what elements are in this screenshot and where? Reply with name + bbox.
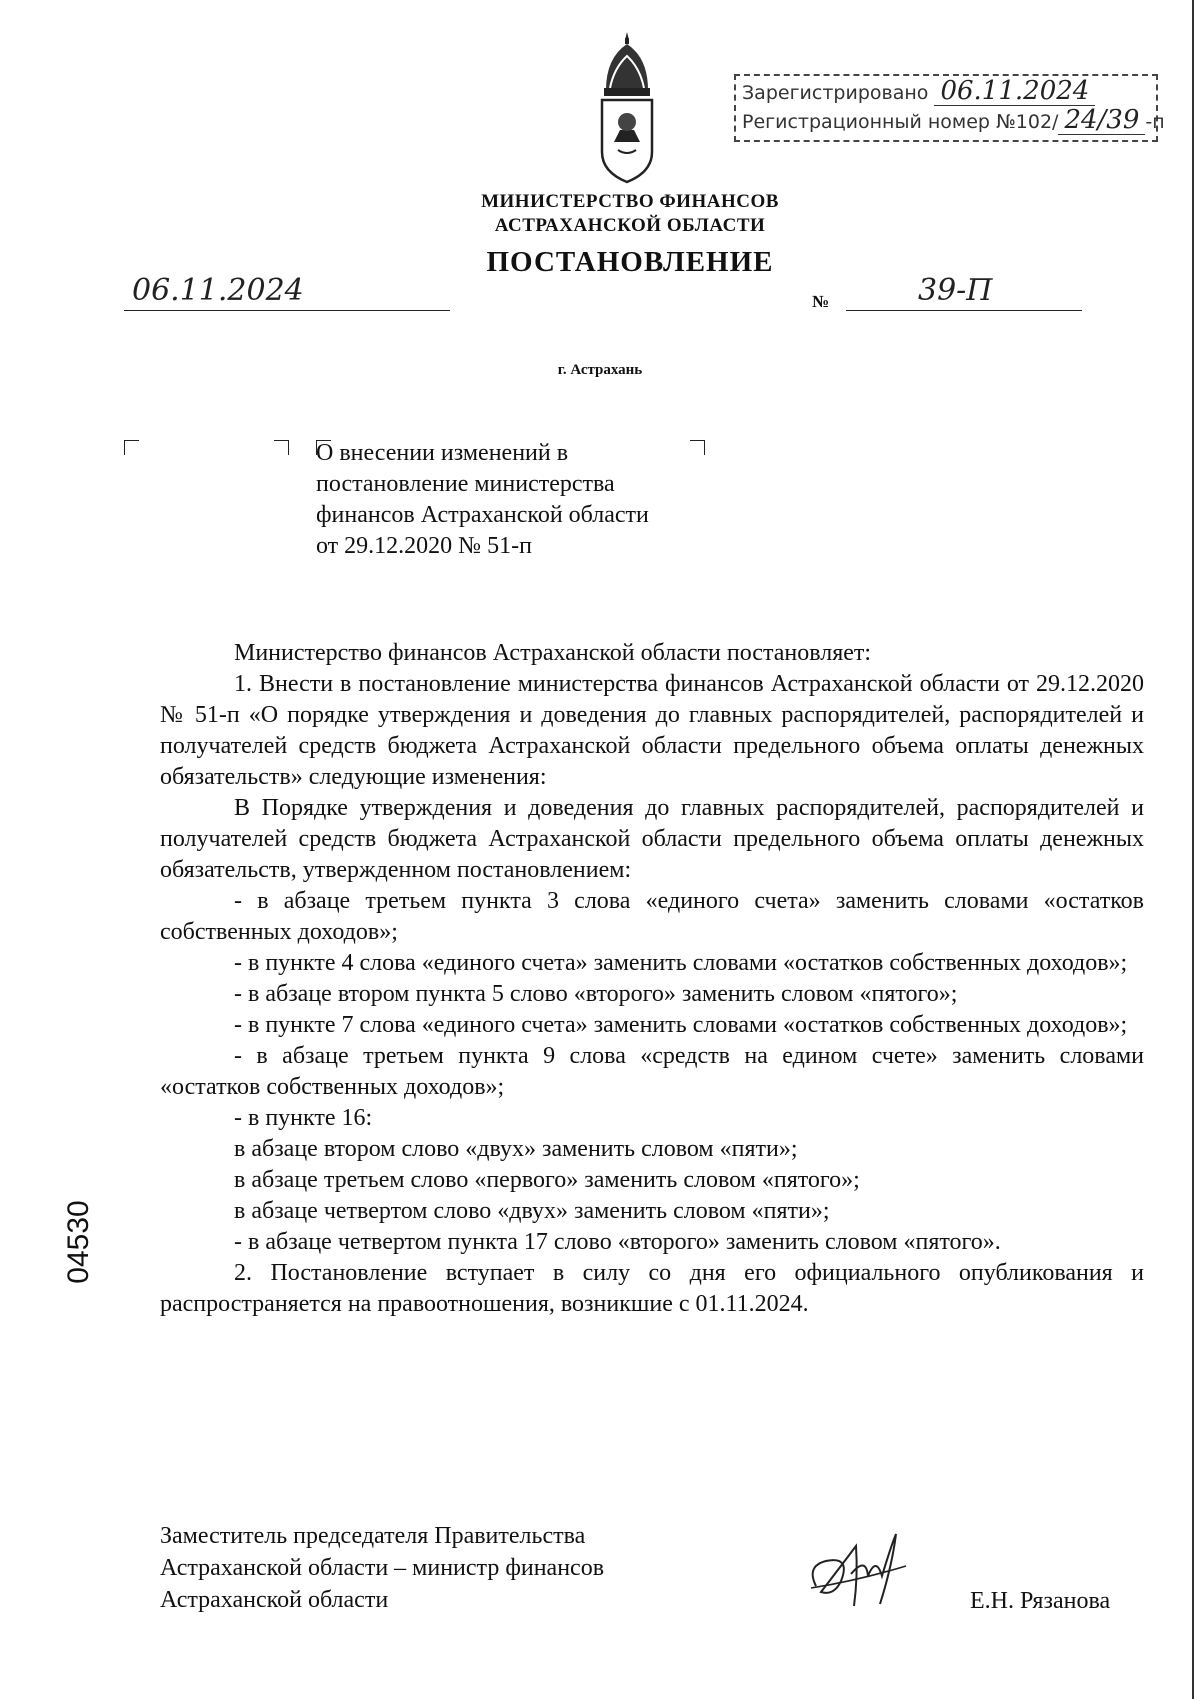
stamp-registered-date: 06.11.2024 [934, 78, 1095, 106]
coat-of-arms-emblem [592, 30, 662, 190]
signatory-name: Е.Н. Рязанова [970, 1588, 1111, 1614]
handwritten-signature [796, 1526, 926, 1616]
subject-line: постановление министерства [316, 471, 615, 497]
paragraph: - в пункте 4 слова «единого счета» заменить словами «остатков собственных доходов»; [234, 950, 1128, 976]
paragraph: В Порядке утверждения и доведения до главных распорядителей, распорядителей и получателей средств бюджета Астраханской области предельного объема оплаты денежных обязательств, утвержденном постановлением: [160, 795, 1144, 883]
paragraph: 2. Постановление вступает в силу со дня его официального опубликования и распространяется на правоотношения, возникшие с 01.11.2024. [160, 1260, 1144, 1317]
document-number: 39-П [918, 273, 993, 308]
paragraph: - в абзаце третьем пункта 9 слова «средств на едином счете» заменить словами «остатков собственных доходов»; [160, 1043, 1144, 1100]
paragraph: - в пункте 16: [234, 1105, 373, 1131]
paragraph: 1. Внести в постановление министерства финансов Астраханской области от 29.12.2020 № 51-п «О порядке утверждения и доведения до главных распорядителей, распорядителей и получателей средств бюджета Астраханской области предельного объема оплаты денежных обязательств» следующие изменения: [160, 671, 1144, 790]
side-registration-number: 04530 [62, 1200, 95, 1284]
stamp-reg-number-label: Регистрационный номер №102/ [742, 111, 1059, 133]
registration-stamp [734, 74, 1165, 142]
document-type: ПОСТАНОВЛЕНИЕ [486, 246, 774, 278]
stamp-registered-label: Зарегистрировано [742, 82, 929, 104]
paragraph: - в пункте 7 слова «единого счета» заменить словами «остатков собственных доходов»; [234, 1012, 1128, 1038]
paragraph: Министерство финансов Астраханской области постановляет: [234, 640, 872, 666]
paragraph: в абзаце четвертом слово «двух» заменить словом «пяти»; [234, 1198, 830, 1224]
subject-line: О внесении изменений в [316, 440, 569, 466]
ministry-name [430, 190, 830, 238]
document-subject [316, 438, 736, 562]
signatory-title-line: Астраханской области [160, 1587, 389, 1613]
document-body [160, 638, 1144, 1320]
subject-line: от 29.12.2020 № 51-п [316, 533, 532, 559]
ministry-line-1: МИНИСТЕРСТВО ФИНАНСОВ [481, 191, 779, 212]
city: г. Астрахань [557, 362, 643, 378]
document-number-field [846, 268, 1082, 311]
signatory-title [160, 1520, 604, 1616]
signatory-title-line: Заместитель председателя Правительства [160, 1523, 586, 1549]
ministry-line-2: АСТРАХАНСКОЙ ОБЛАСТИ [494, 215, 766, 236]
subject-line: финансов Астраханской области [316, 502, 649, 528]
corner-mark [274, 440, 289, 455]
signatory-title-line: Астраханской области – министр финансов [160, 1555, 605, 1581]
paragraph: в абзаце третьем слово «первого» заменить словом «пятого»; [234, 1167, 860, 1193]
document-date: 06.11.2024 [132, 273, 304, 308]
paragraph: в абзаце втором слово «двух» заменить словом «пяти»; [234, 1136, 798, 1162]
paragraph: - в абзаце втором пункта 5 слово «второго» заменить словом «пятого»; [234, 981, 958, 1007]
scan-edge-line [1192, 0, 1194, 1699]
corner-mark [124, 440, 139, 455]
paragraph: - в абзаце четвертом пункта 17 слово «второго» заменить словом «пятого». [234, 1229, 1001, 1255]
document-number-label: № [812, 292, 830, 311]
stamp-reg-number-value: 24/39 [1058, 107, 1145, 135]
paragraph: - в абзаце третьем пункта 3 слова «единого счета» заменить словами «остатков собственных доходов»; [160, 888, 1144, 945]
document-date-field [124, 268, 450, 311]
stamp-reg-number-suffix: -п [1145, 111, 1165, 133]
